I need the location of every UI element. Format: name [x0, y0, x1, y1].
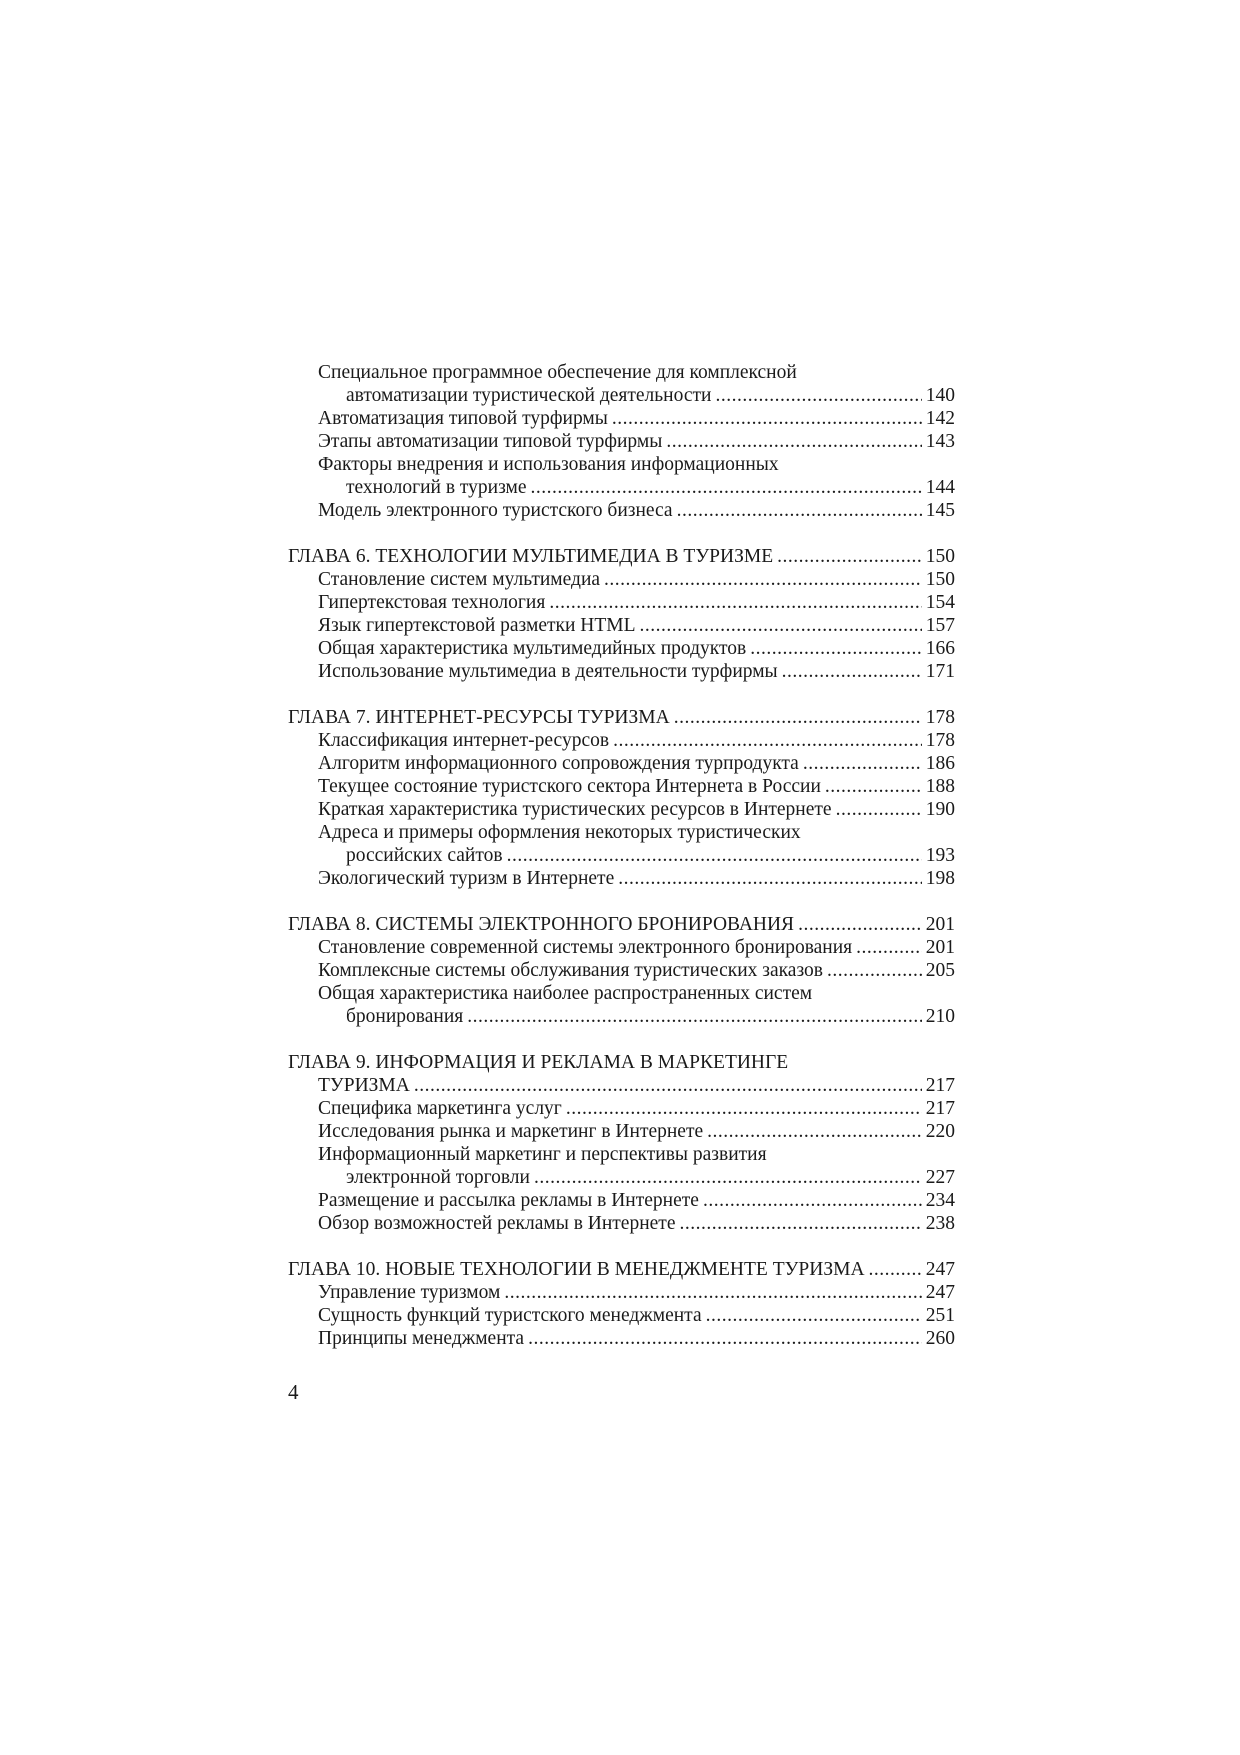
- toc-entry-page: 205: [925, 960, 955, 981]
- dot-leader: [534, 1166, 922, 1189]
- toc-entry-page: 201: [925, 937, 955, 958]
- toc-entry: [288, 1189, 955, 1212]
- dot-leader: [531, 476, 922, 499]
- chapter-title: ГЛАВА 6. ТЕХНОЛОГИИ МУЛЬТИМЕДИА В ТУРИЗМЕ: [288, 546, 774, 567]
- toc-entry: [288, 361, 955, 384]
- toc-entry: [288, 936, 955, 959]
- toc-entry: [288, 729, 955, 752]
- toc-entry-title: Специальное программное обеспечение для комплексной: [318, 362, 797, 383]
- dot-leader: [869, 1258, 922, 1281]
- toc-entry-title: Становление современной системы электронного бронирования: [318, 937, 853, 958]
- toc-entry: [288, 775, 955, 798]
- toc-entry: [288, 637, 955, 660]
- dot-leader: [782, 660, 922, 683]
- toc-entry-title: электронной торговли: [346, 1167, 530, 1188]
- toc-chapter-10: [288, 1258, 955, 1281]
- toc-entry-page: 186: [925, 753, 955, 774]
- toc-entry-page: 140: [925, 385, 955, 406]
- toc-entry-title: Модель электронного туристского бизнеса: [318, 500, 673, 521]
- dot-leader: [777, 545, 922, 568]
- toc-entry: [288, 1304, 955, 1327]
- dot-leader: [613, 729, 922, 752]
- dot-leader: [715, 384, 921, 407]
- toc-entry-page: 247: [925, 1282, 955, 1303]
- chapter-title: ГЛАВА 10. НОВЫЕ ТЕХНОЛОГИИ В МЕНЕДЖМЕНТЕ ТУРИЗМА: [288, 1259, 865, 1280]
- dot-leader: [750, 637, 922, 660]
- toc-entry: [288, 660, 955, 683]
- toc-chapter-9-cont: [288, 1074, 955, 1097]
- toc-entry-title: Гипертекстовая технология: [318, 592, 546, 613]
- chapter-page: 217: [925, 1075, 955, 1096]
- dot-leader: [803, 752, 922, 775]
- dot-leader: [706, 1304, 922, 1327]
- toc-entry-title: Становление систем мультимедиа: [318, 569, 601, 590]
- dot-leader: [674, 706, 922, 729]
- chapter-page: 247: [925, 1259, 955, 1280]
- toc-entry: [288, 844, 955, 867]
- chapter-title: ГЛАВА 8. СИСТЕМЫ ЭЛЕКТРОННОГО БРОНИРОВАНИЯ: [288, 914, 795, 935]
- toc-entry-page: 154: [925, 592, 955, 613]
- toc-entry: [288, 1005, 955, 1028]
- toc-entry-title: бронирования: [346, 1006, 464, 1027]
- toc-entry: [288, 1097, 955, 1120]
- toc-entry-title: Адреса и примеры оформления некоторых туристических: [318, 822, 801, 843]
- toc-entry: [288, 499, 955, 522]
- chapter-title-cont: ТУРИЗМА: [318, 1075, 410, 1096]
- toc-entry-title: Обзор возможностей рекламы в Интернете: [318, 1213, 676, 1234]
- toc-entry: [288, 959, 955, 982]
- toc-entry-page: 157: [925, 615, 955, 636]
- dot-leader: [467, 1005, 922, 1028]
- toc-chapter-6: [288, 545, 955, 568]
- toc-entry-page: 234: [925, 1190, 955, 1211]
- toc-entry-title: российских сайтов: [346, 845, 503, 866]
- toc-entry-page: 198: [925, 868, 955, 889]
- toc-entry-title: Информационный маркетинг и перспективы развития: [318, 1144, 767, 1165]
- dot-leader: [414, 1074, 922, 1097]
- toc-entry-page: 178: [925, 730, 955, 751]
- toc-entry-title: Специфика маркетинга услуг: [318, 1098, 562, 1119]
- toc-entry-title: Общая характеристика наиболее распространенных систем: [318, 983, 813, 1004]
- toc-entry: [288, 568, 955, 591]
- toc-entry: [288, 1166, 955, 1189]
- toc-entry-title: Краткая характеристика туристических ресурсов в Интернете: [318, 799, 832, 820]
- toc-entry: [288, 752, 955, 775]
- toc-entry-title: Принципы менеджмента: [318, 1328, 525, 1349]
- toc-entry-page: 220: [925, 1121, 955, 1142]
- toc-entry-title: Исследования рынка и маркетинг в Интернете: [318, 1121, 704, 1142]
- toc-entry: [288, 1327, 955, 1350]
- dot-leader: [827, 959, 922, 982]
- chapter-page: 178: [925, 707, 955, 728]
- toc-entry-page: 142: [925, 408, 955, 429]
- toc-chapter-7: [288, 706, 955, 729]
- toc-entry-title: Автоматизация типовой турфирмы: [318, 408, 608, 429]
- toc-entry-title: Текущее состояние туристского сектора Интернета в России: [318, 776, 821, 797]
- toc-entry: [288, 430, 955, 453]
- toc-entry-page: 150: [925, 569, 955, 590]
- toc-entry: [288, 476, 955, 499]
- toc-entry-page: 190: [925, 799, 955, 820]
- toc-entry-title: Классификация интернет-ресурсов: [318, 730, 610, 751]
- dot-leader: [549, 591, 921, 614]
- toc-entry: [288, 591, 955, 614]
- toc-entry-page: 171: [925, 661, 955, 682]
- chapter-title: ГЛАВА 9. ИНФОРМАЦИЯ И РЕКЛАМА В МАРКЕТИНГЕ: [288, 1052, 789, 1073]
- toc-entry: [288, 453, 955, 476]
- toc-entry: [288, 1120, 955, 1143]
- toc-entry: [288, 384, 955, 407]
- toc-chapter-8: [288, 913, 955, 936]
- dot-leader: [666, 430, 921, 453]
- toc-entry-title: Комплексные системы обслуживания туристических заказов: [318, 960, 823, 981]
- toc-entry-page: 260: [925, 1328, 955, 1349]
- toc-entry-page: 143: [925, 431, 955, 452]
- dot-leader: [703, 1189, 922, 1212]
- chapter-page: 201: [925, 914, 955, 935]
- dot-leader: [677, 499, 922, 522]
- toc-entry: [288, 614, 955, 637]
- dot-leader: [640, 614, 922, 637]
- toc-entry-title: Этапы автоматизации типовой турфирмы: [318, 431, 663, 452]
- toc-entry-page: 144: [925, 477, 955, 498]
- dot-leader: [504, 1281, 921, 1304]
- toc-entry-title: Общая характеристика мультимедийных продуктов: [318, 638, 747, 659]
- toc-entry: [288, 407, 955, 430]
- toc-entry-title: технологий в туризме: [346, 477, 527, 498]
- dot-leader: [798, 913, 922, 936]
- dot-leader: [856, 936, 922, 959]
- toc-entry-page: 238: [925, 1213, 955, 1234]
- toc-entry-title: Использование мультимедиа в деятельности турфирмы: [318, 661, 778, 682]
- toc-entry-page: 217: [925, 1098, 955, 1119]
- toc-chapter-9: [288, 1051, 955, 1074]
- toc-entry-page: 227: [925, 1167, 955, 1188]
- toc-entry: [288, 1143, 955, 1166]
- toc-entry-page: 166: [925, 638, 955, 659]
- dot-leader: [679, 1212, 921, 1235]
- toc-entry: [288, 982, 955, 1005]
- dot-leader: [707, 1120, 922, 1143]
- toc-entry-title: Управление туризмом: [318, 1282, 501, 1303]
- toc-entry-title: Сущность функций туристского менеджмента: [318, 1305, 702, 1326]
- toc-entry-title: Факторы внедрения и использования информационных: [318, 454, 779, 475]
- toc-entry-title: Экологический туризм в Интернете: [318, 868, 615, 889]
- toc-entry-page: 188: [925, 776, 955, 797]
- dot-leader: [528, 1327, 922, 1350]
- chapter-page: 150: [925, 546, 955, 567]
- toc-entry-title: Размещение и рассылка рекламы в Интернете: [318, 1190, 699, 1211]
- toc-entry-title: автоматизации туристической деятельности: [346, 385, 712, 406]
- toc-entry: [288, 1212, 955, 1235]
- dot-leader: [507, 844, 922, 867]
- dot-leader: [612, 407, 922, 430]
- dot-leader: [566, 1097, 922, 1120]
- toc-entry: [288, 798, 955, 821]
- toc-entry: [288, 821, 955, 844]
- dot-leader: [618, 867, 922, 890]
- toc-entry-title: Язык гипертекстовой разметки HTML: [318, 615, 636, 636]
- dot-leader: [604, 568, 922, 591]
- toc-entry-page: 251: [925, 1305, 955, 1326]
- toc-entry-title: Алгоритм информационного сопровождения турпродукта: [318, 753, 799, 774]
- table-of-contents: [288, 361, 955, 1350]
- dot-leader: [825, 775, 922, 798]
- toc-entry-page: 210: [925, 1006, 955, 1027]
- toc-entry-page: 193: [925, 845, 955, 866]
- toc-entry: [288, 867, 955, 890]
- toc-entry: [288, 1281, 955, 1304]
- toc-entry-page: 145: [925, 500, 955, 521]
- dot-leader: [836, 798, 922, 821]
- chapter-title: ГЛАВА 7. ИНТЕРНЕТ-РЕСУРСЫ ТУРИЗМА: [288, 707, 670, 728]
- page-number: 4: [288, 1380, 299, 1404]
